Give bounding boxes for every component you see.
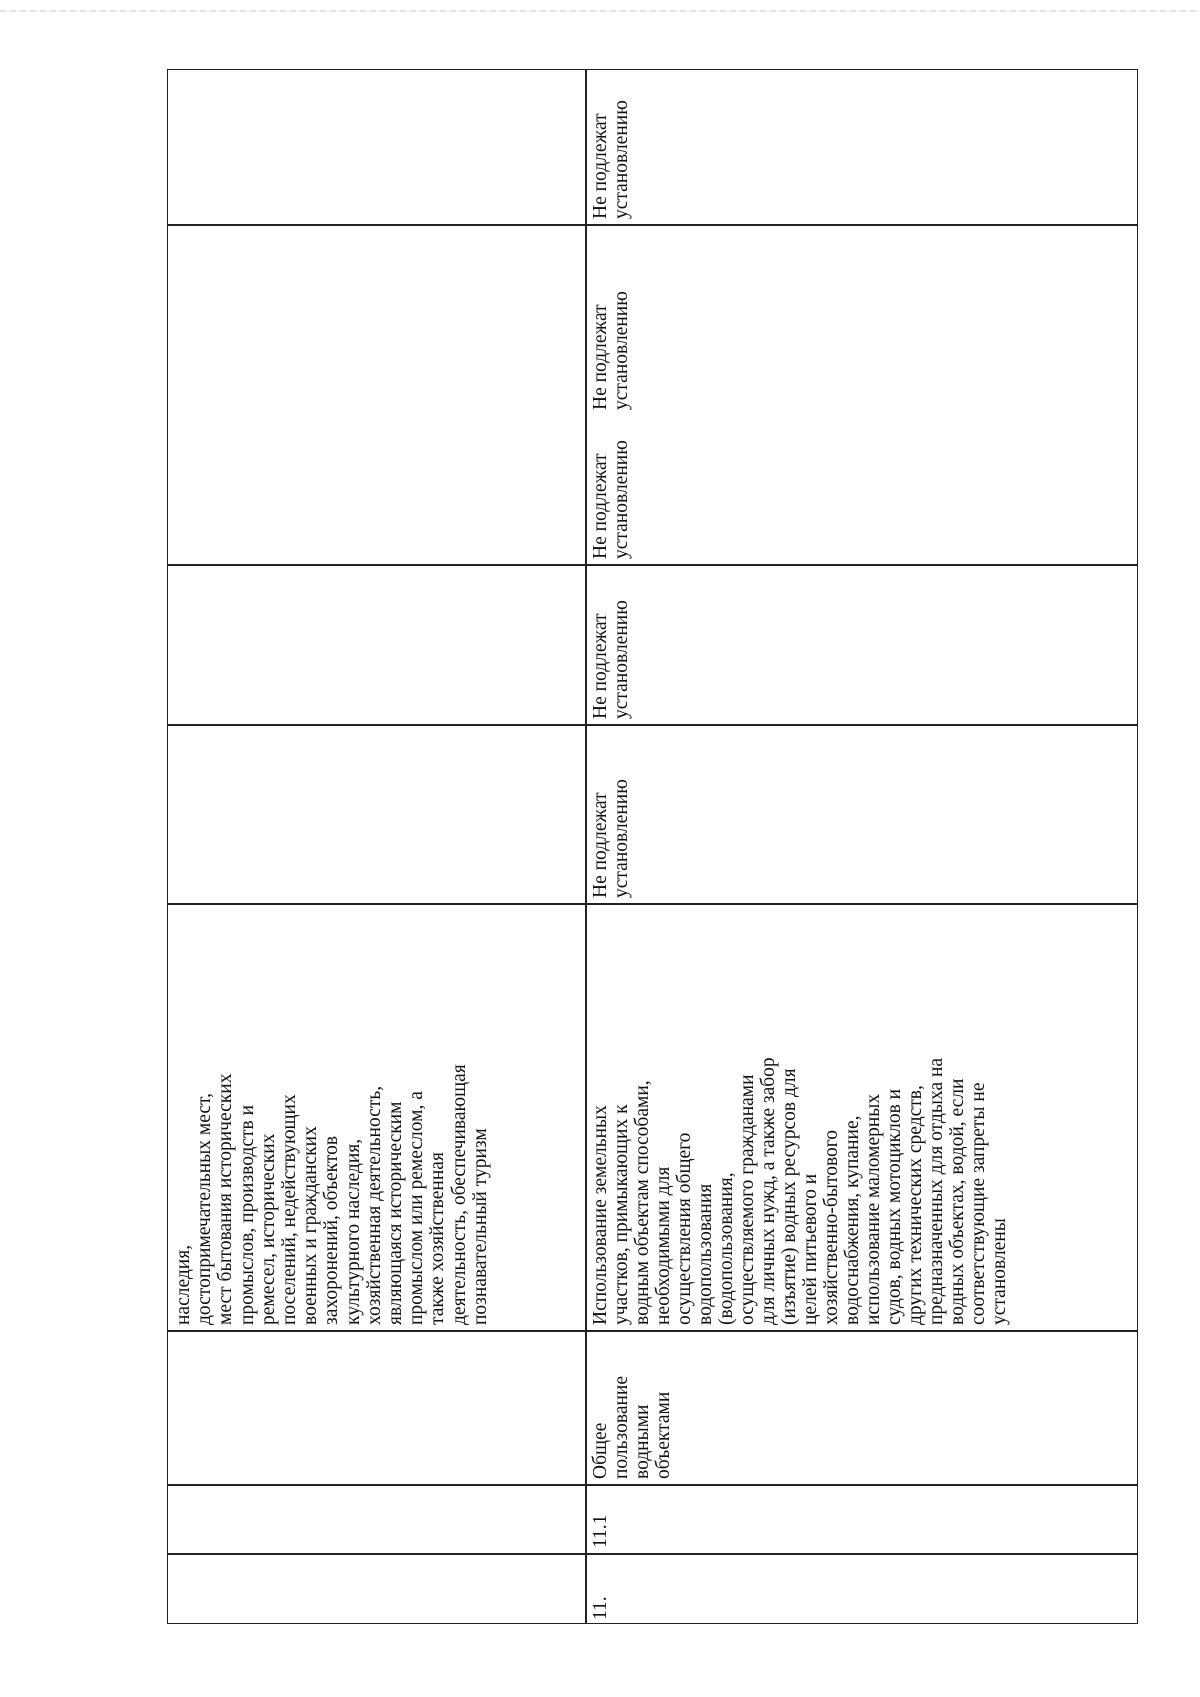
regulations-table	[167, 69, 1138, 1624]
sub-number: 11.1	[590, 1514, 611, 1548]
use-type-name: Общее пользование водными объектами	[590, 1375, 674, 1479]
column-divider	[168, 1553, 1137, 1555]
use-type-description: Использование земельных участков, примыкающих к водным объектам способами, необходимыми для осуществления общего водопользования (водопользования, осуществляемого гражданами для личных нужд, а также забор (изъятие) водных ресурсов для целей питьевого и хозяйственно-бытового водоснабжения, купание, использование маломерных судов, водных мотоциклов и других технических средств, предназначенных для отдыха на водных объектах, водой, если соответствующие запреты не установлены	[590, 1057, 1010, 1325]
continuation-description: наследия, достопримечательных мест, мест бытования исторических промыслов, производств и ремесел, исторических поселений, недействующих военных и гражданских захоронений, объектов культурного наследия, хозяйственная деятельность, являющаяся историческим промыслом или ремеслом, а также хозяйственная деятельность, обеспечивающая познавательный туризм	[173, 1064, 491, 1325]
column-divider	[168, 564, 1137, 566]
column-divider	[168, 1484, 1137, 1486]
row-divider	[585, 70, 587, 1623]
column-divider	[168, 224, 1137, 226]
param-not-applicable-1: Не подлежат установлению	[590, 779, 632, 898]
param-not-applicable-4: Не подлежат установлению	[590, 291, 632, 410]
column-divider	[168, 724, 1137, 726]
param-not-applicable-5: Не подлежат установлению	[590, 100, 632, 219]
param-not-applicable-3: Не подлежат установлению	[590, 440, 632, 559]
param-not-applicable-2: Не подлежат установлению	[590, 600, 632, 719]
row-number: 11.	[590, 1596, 611, 1620]
scan-edge	[0, 10, 1200, 12]
